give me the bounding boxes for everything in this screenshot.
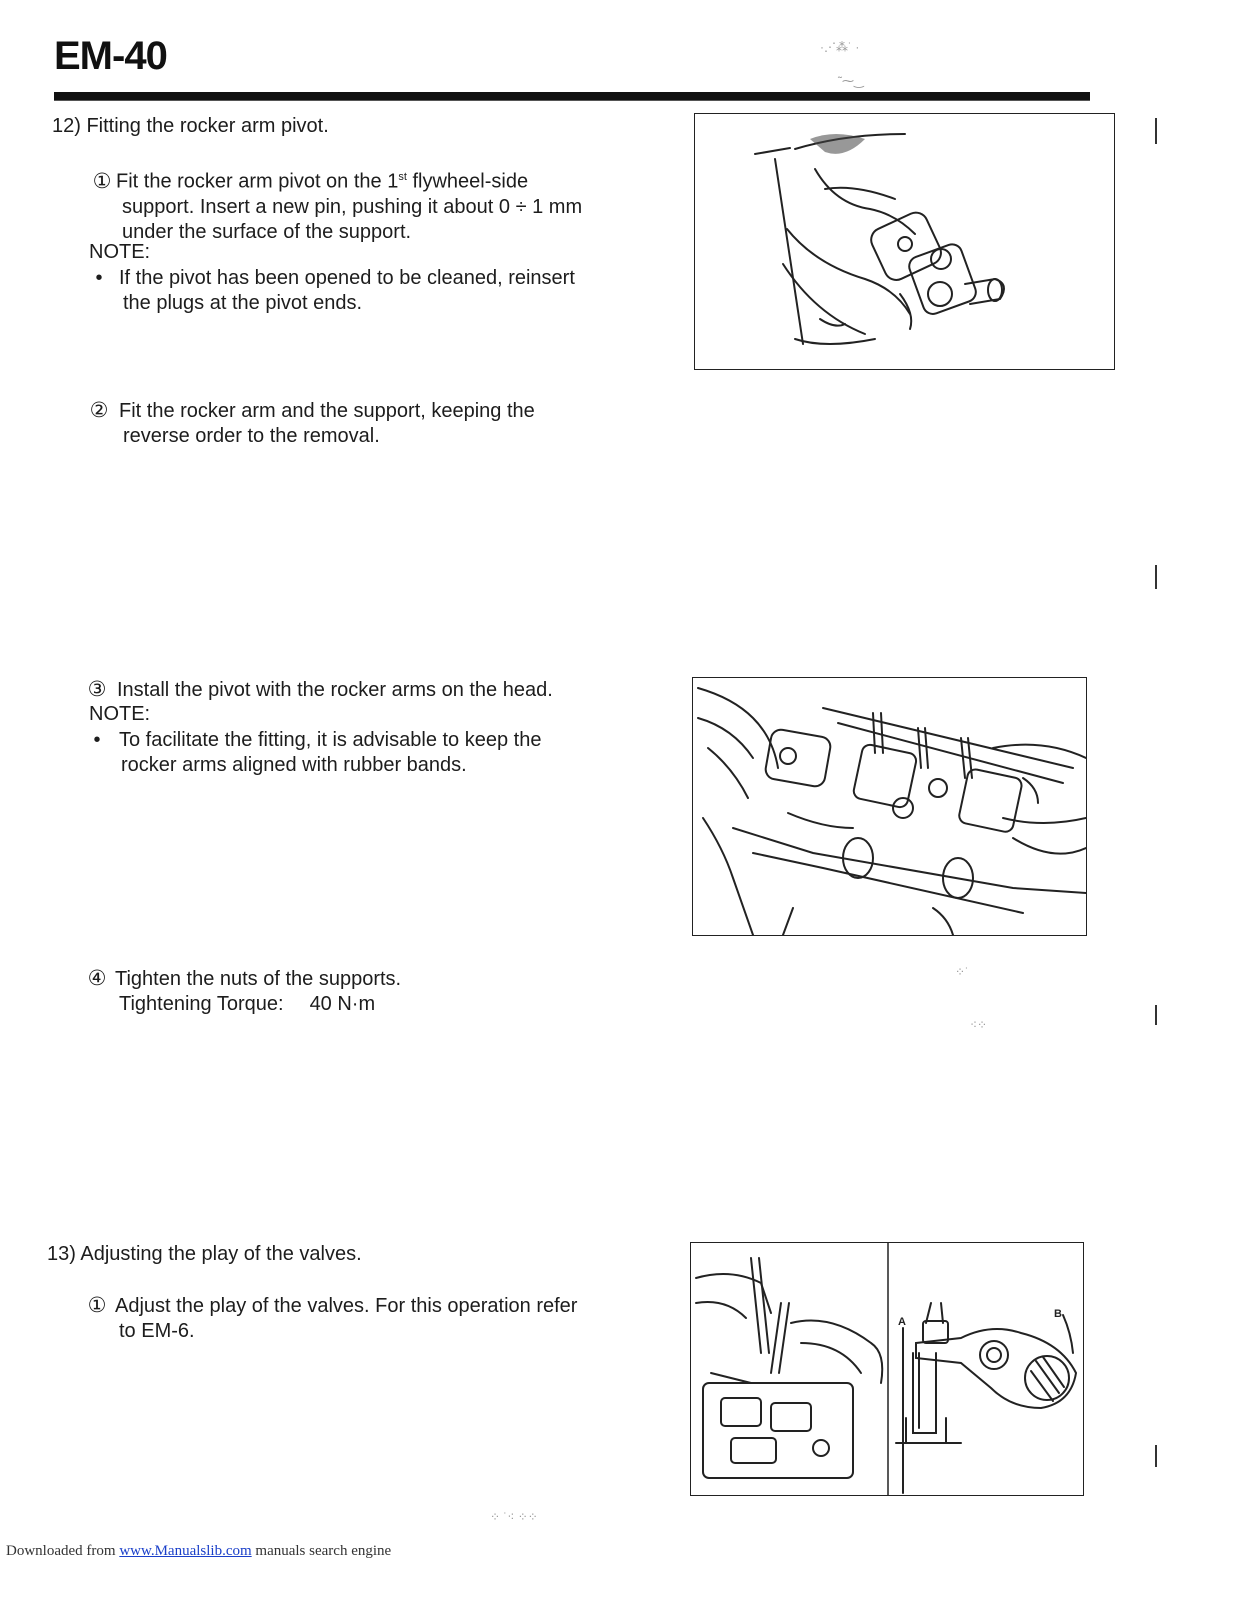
scan-mark (1155, 1445, 1157, 1467)
torque-label: Tightening Torque: (119, 993, 284, 1015)
header-rule-thin (54, 100, 1090, 101)
scan-speck: ·⋰⁂˙ · (820, 40, 860, 54)
section-13-step-1: ① Adjust the play of the valves. For this operation refer to EM-6. (87, 1294, 578, 1342)
step-4-marker: ④ (87, 967, 107, 990)
step-2: ② Fit the rocker arm and the support, keeping the reverse order to the removal. (89, 399, 535, 447)
scan-mark (1155, 118, 1157, 144)
section-13-heading: 13) Adjusting the play of the valves. (47, 1243, 362, 1265)
note-3-text: • To facilitate the fitting, it is advisable to keep the rocker arms aligned with rubber bands. (93, 729, 542, 776)
scan-speck: ⁖⁘ (970, 1018, 988, 1032)
figure-rocker-pivot-fitting (694, 113, 1115, 370)
note-label: NOTE: (89, 703, 151, 725)
figure-valve-play-adjustment (690, 1242, 1084, 1496)
note-1-text: • If the pivot has been opened to be cleaned, reinsert the plugs at the pivot ends. (95, 267, 575, 314)
torque-value: 40 N·m (309, 993, 376, 1015)
step-1-marker: ① (87, 1294, 107, 1317)
note-label: NOTE: (89, 241, 151, 263)
scan-speck: ˜⁓‿ (838, 74, 864, 88)
step-2-marker: ② (89, 399, 109, 422)
label-b: B (1054, 1308, 1062, 1320)
step-3: ③ Install the pivot with the rocker arms on the head. (87, 678, 553, 701)
manualslib-link[interactable]: www.Manualslib.com (119, 1543, 252, 1559)
scan-speck: ⁘˙ (955, 965, 970, 979)
page-code: EM-40 (54, 34, 167, 78)
header-rule (54, 92, 1090, 100)
step-4: ④ Tighten the nuts of the supports. Tightening Torque: 40 N·m (87, 967, 402, 1015)
pivot-fitting-illustration (695, 114, 1114, 369)
footer: Downloaded from www.Manualslib.com manuals search engine (6, 1543, 392, 1559)
step-1: ① Fit the rocker arm pivot on the 1st flywheel-side support. Insert a new pin, pushing it about 0 ÷ 1 mm under the surface of the support. (92, 169, 583, 243)
scan-speck: ⁘ ˙⁖ ⁘⁘ (490, 1510, 538, 1524)
pivot-install-illustration (693, 678, 1086, 935)
step-1-marker: ① (92, 169, 112, 193)
scan-mark (1155, 565, 1157, 589)
scan-mark (1155, 1005, 1157, 1025)
step-3-marker: ③ (87, 678, 107, 701)
valve-adjust-illustration (691, 1243, 1083, 1495)
label-a: A (898, 1316, 906, 1328)
figure-pivot-install-on-head (692, 677, 1087, 936)
section-12-heading: 12) Fitting the rocker arm pivot. (52, 115, 329, 137)
